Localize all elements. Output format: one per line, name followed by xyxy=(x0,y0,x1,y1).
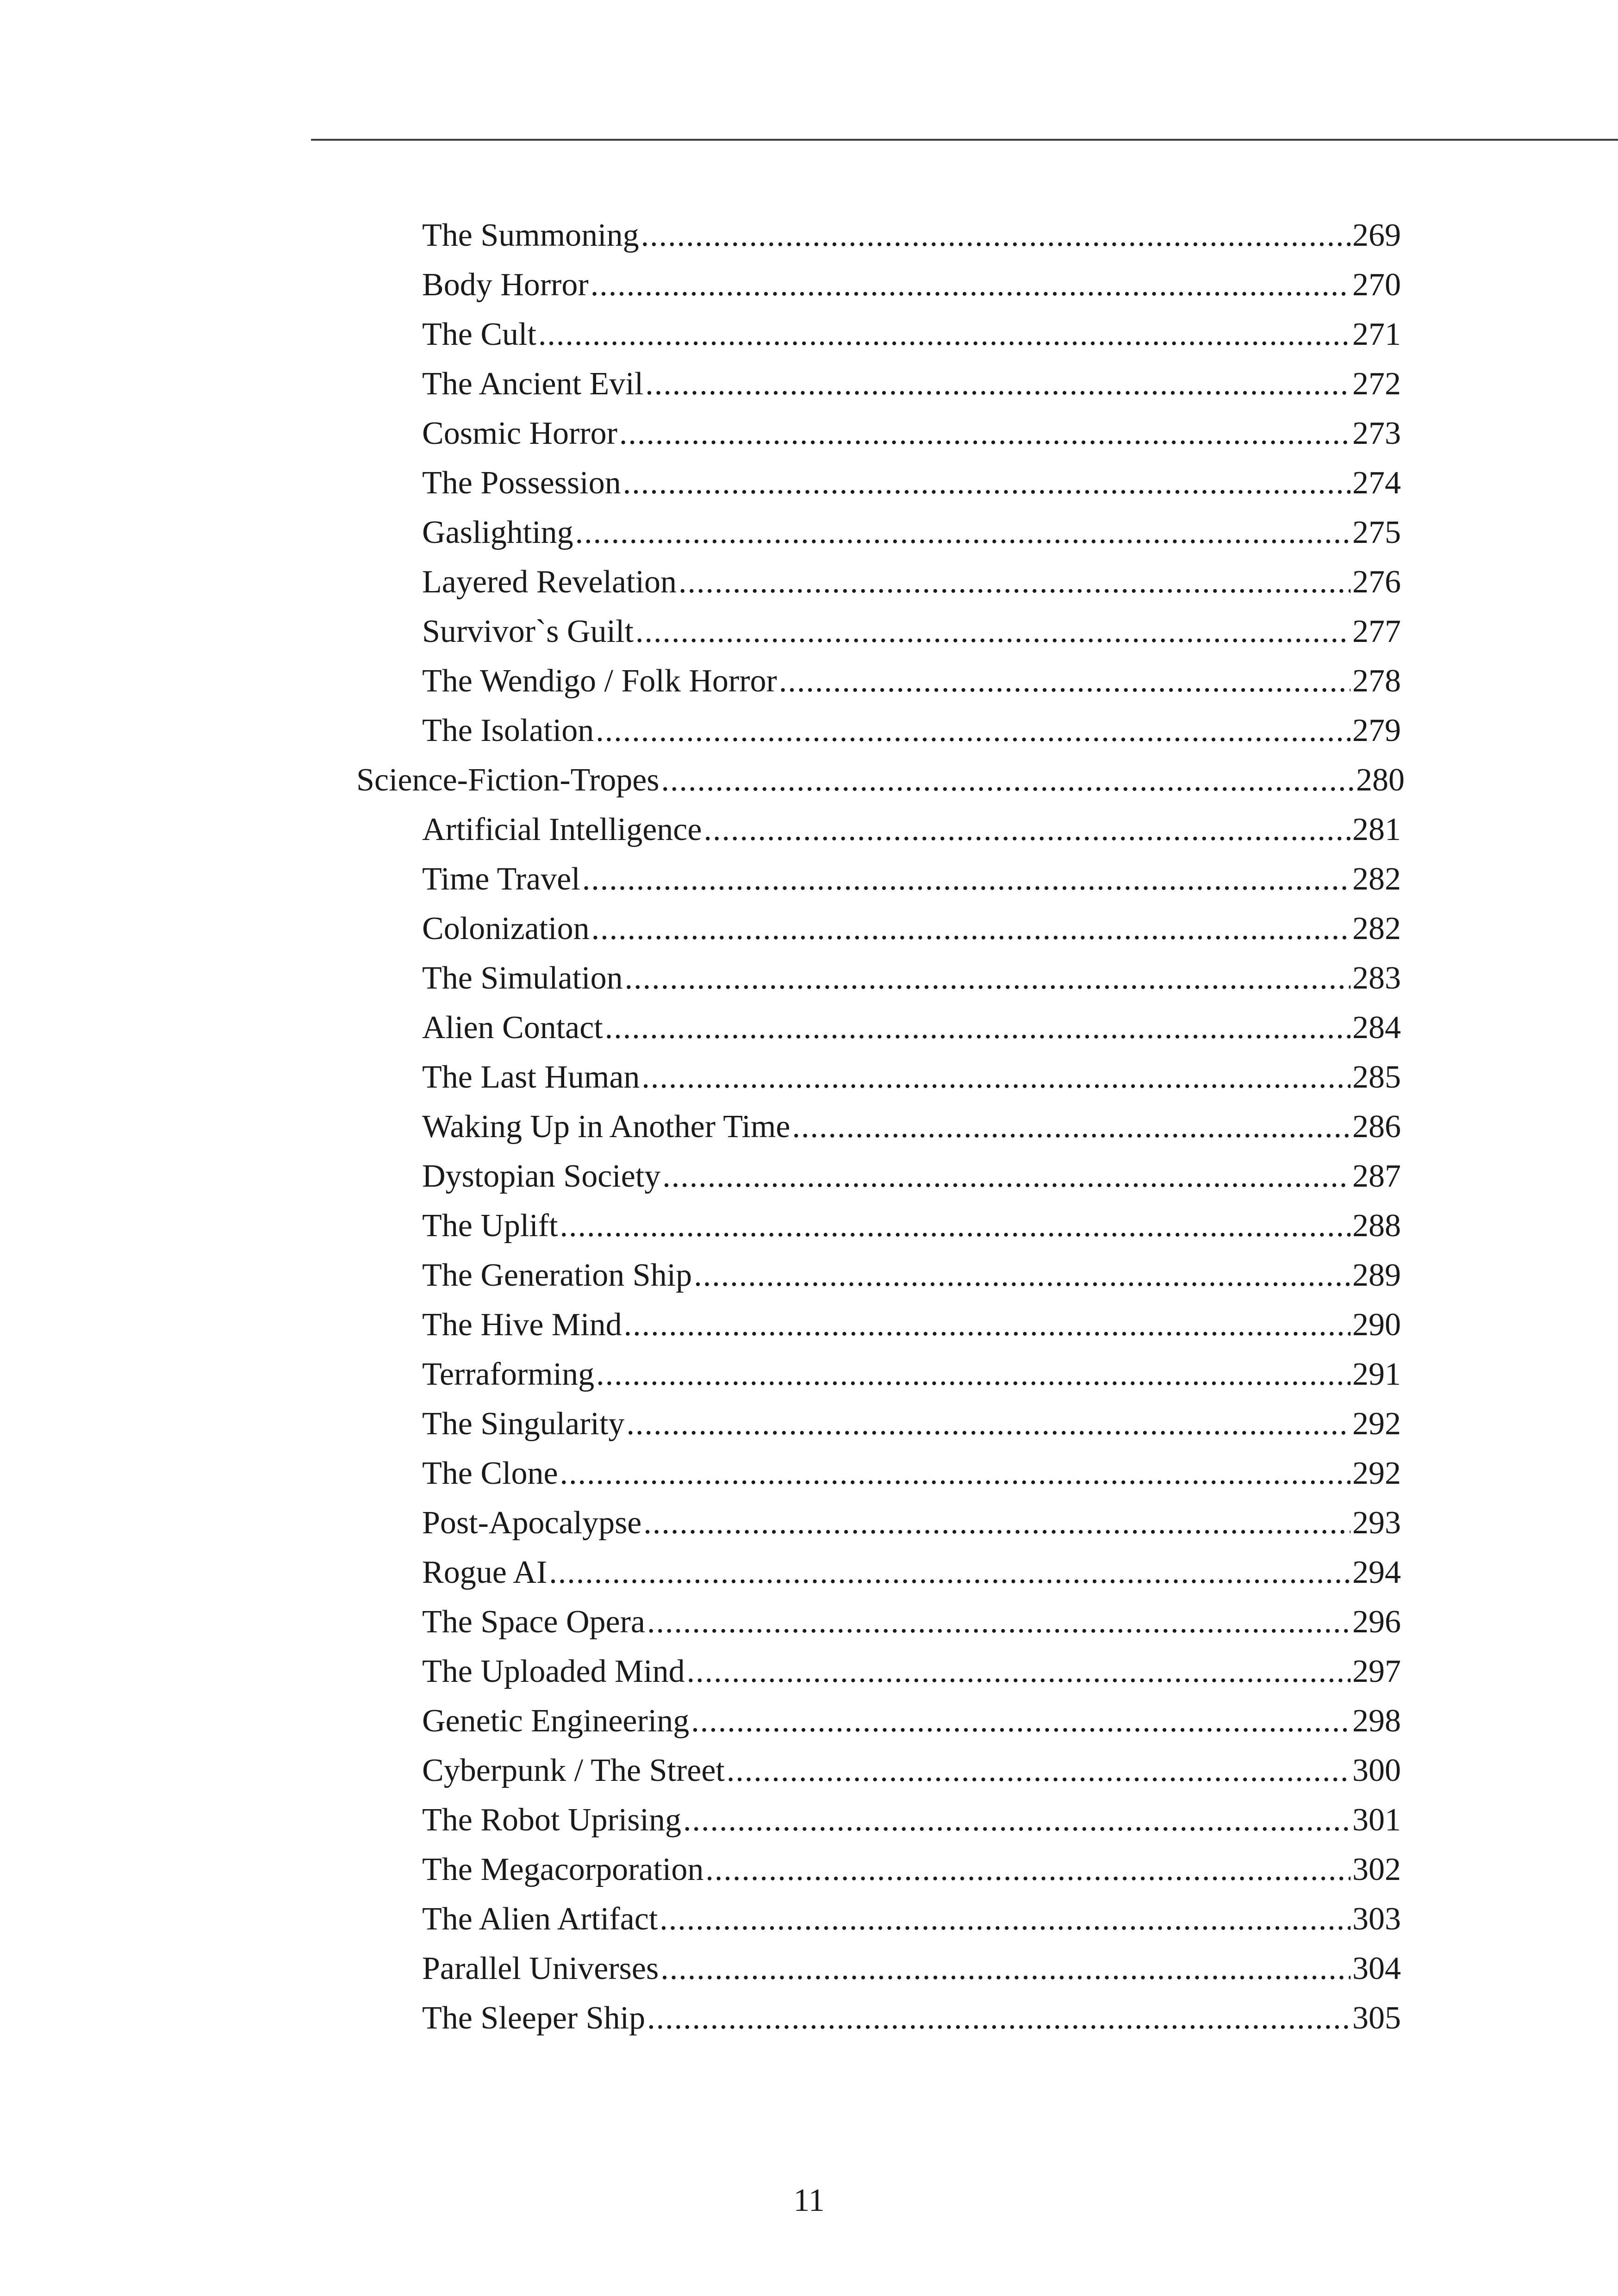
toc-entry-title: The Simulation xyxy=(422,960,623,996)
toc-entry[interactable] xyxy=(422,904,1401,953)
toc-entry-page: 289 xyxy=(1352,1257,1401,1293)
toc-entry-title: The Wendigo / Folk Horror xyxy=(422,663,777,699)
toc-entry-page: 301 xyxy=(1352,1802,1401,1838)
toc-entry-title: The Cult xyxy=(422,317,536,352)
toc-entry-page: 285 xyxy=(1352,1059,1401,1095)
toc-entry-page: 282 xyxy=(1352,911,1401,946)
toc-entry-title: The Robot Uprising xyxy=(422,1802,681,1838)
toc-dot-leader xyxy=(549,1548,1350,1597)
toc-entry-title: Waking Up in Another Time xyxy=(422,1109,790,1145)
toc-entry-page: 278 xyxy=(1352,663,1401,699)
toc-entry-title: Science-Fiction-Tropes xyxy=(356,762,660,798)
toc-dot-leader xyxy=(538,310,1350,359)
toc-entry[interactable] xyxy=(422,1498,1401,1548)
toc-entry-title: Artificial Intelligence xyxy=(422,812,702,847)
toc-entry-page: 305 xyxy=(1352,2000,1401,2036)
toc-dot-leader xyxy=(641,1052,1350,1102)
page-number: 11 xyxy=(793,2183,825,2218)
toc-dot-leader xyxy=(641,211,1350,260)
toc-dot-leader xyxy=(727,1746,1350,1795)
toc-dot-leader xyxy=(582,854,1350,904)
toc-entry-title: Rogue AI xyxy=(422,1555,548,1590)
toc-dot-leader xyxy=(662,1151,1350,1201)
toc-dot-leader xyxy=(779,656,1350,706)
toc-entry-page: 282 xyxy=(1352,861,1401,897)
toc-dot-leader xyxy=(624,1300,1350,1350)
toc-entry[interactable] xyxy=(422,1944,1401,1993)
toc-entry[interactable] xyxy=(422,1251,1401,1300)
toc-dot-leader xyxy=(647,1993,1350,2043)
toc-entry-title: The Possession xyxy=(422,465,621,501)
toc-entry[interactable] xyxy=(422,1102,1401,1151)
toc-entry[interactable] xyxy=(422,359,1401,409)
toc-dot-leader xyxy=(678,557,1350,607)
toc-dot-leader xyxy=(687,1647,1350,1696)
toc-entry[interactable] xyxy=(422,706,1401,755)
toc-dot-leader xyxy=(683,1795,1350,1845)
toc-dot-leader xyxy=(626,1399,1350,1449)
toc-dot-leader xyxy=(623,458,1350,508)
toc-dot-leader xyxy=(596,706,1350,755)
toc-entry-page: 283 xyxy=(1352,960,1401,996)
toc-entry-page: 286 xyxy=(1352,1109,1401,1145)
toc-entry-page: 294 xyxy=(1352,1555,1401,1590)
toc-entry[interactable] xyxy=(422,1795,1401,1845)
toc-entry-page: 281 xyxy=(1352,812,1401,847)
toc-entry[interactable] xyxy=(422,508,1401,557)
toc-entry[interactable] xyxy=(422,1350,1401,1399)
toc-entry-title: Gaslighting xyxy=(422,515,573,550)
toc-entry[interactable] xyxy=(422,1548,1401,1597)
toc-entry-page: 287 xyxy=(1352,1158,1401,1194)
toc-entry-page: 300 xyxy=(1352,1753,1401,1788)
toc-entry-title: The Megacorporation xyxy=(422,1852,704,1887)
toc-entry-page: 296 xyxy=(1352,1604,1401,1640)
toc-entry-page: 269 xyxy=(1352,218,1401,253)
toc-dot-leader xyxy=(591,260,1350,310)
toc-entry-title: Colonization xyxy=(422,911,590,946)
toc-entry-title: Post-Apocalypse xyxy=(422,1505,642,1541)
toc-entry-page: 275 xyxy=(1352,515,1401,550)
toc-entry[interactable] xyxy=(422,409,1401,458)
toc-entry-title: Body Horror xyxy=(422,267,589,303)
toc-dot-leader xyxy=(575,508,1350,557)
toc-dot-leader xyxy=(660,1944,1350,1993)
toc-entry[interactable] xyxy=(422,211,1401,260)
toc-entry-page: 303 xyxy=(1352,1901,1401,1937)
toc-entry[interactable] xyxy=(422,1696,1401,1746)
toc-entry[interactable] xyxy=(422,1201,1401,1251)
toc-entry-page: 277 xyxy=(1352,614,1401,649)
toc-entry[interactable] xyxy=(422,310,1401,359)
toc-entry[interactable] xyxy=(422,260,1401,310)
toc-entry[interactable] xyxy=(422,1894,1401,1944)
toc-entry[interactable] xyxy=(422,557,1401,607)
toc-dot-leader xyxy=(661,755,1354,805)
toc-entry-title: The Singularity xyxy=(422,1406,625,1442)
toc-entry-title: Survivor`s Guilt xyxy=(422,614,634,649)
toc-dot-leader xyxy=(705,1845,1350,1894)
toc-entry-title: Time Travel xyxy=(422,861,580,897)
toc-entry-page: 298 xyxy=(1352,1703,1401,1739)
toc-entry-title: The Generation Ship xyxy=(422,1257,692,1293)
toc-entry-title: The Last Human xyxy=(422,1059,640,1095)
toc-entry-page: 273 xyxy=(1352,416,1401,451)
toc-dot-leader xyxy=(691,1696,1350,1746)
toc-dot-leader xyxy=(645,359,1350,409)
toc-entry-title: The Uplift xyxy=(422,1208,558,1244)
toc-entry-title: Parallel Universes xyxy=(422,1951,659,1986)
toc-entry-page: 274 xyxy=(1352,465,1401,501)
toc-entry-title: The Isolation xyxy=(422,713,594,748)
toc-entry-page: 292 xyxy=(1352,1406,1401,1442)
toc-dot-leader xyxy=(694,1251,1350,1300)
toc-entry-title: The Uploaded Mind xyxy=(422,1654,685,1689)
toc-entry[interactable] xyxy=(422,1449,1401,1498)
toc-entry-title: Genetic Engineering xyxy=(422,1703,690,1739)
toc-entry-page: 272 xyxy=(1352,366,1401,402)
toc-entry-page: 292 xyxy=(1352,1456,1401,1491)
toc-entry-title: The Summoning xyxy=(422,218,639,253)
toc-entry[interactable] xyxy=(422,1647,1401,1696)
toc-entry-page: 280 xyxy=(1356,762,1405,798)
toc-entry-title: The Alien Artifact xyxy=(422,1901,658,1937)
toc-entry-title: The Ancient Evil xyxy=(422,366,644,402)
toc-entry[interactable] xyxy=(422,953,1401,1003)
toc-entry[interactable] xyxy=(422,656,1401,706)
toc-entry[interactable] xyxy=(422,458,1401,508)
toc-entry-page: 279 xyxy=(1352,713,1401,748)
toc-dot-leader xyxy=(703,805,1350,854)
header-rule xyxy=(311,139,1618,141)
toc-entry-page: 271 xyxy=(1352,317,1401,352)
toc-entry[interactable] xyxy=(422,607,1401,656)
toc-entry[interactable] xyxy=(422,1052,1401,1102)
toc-entry-title: Terraforming xyxy=(422,1356,595,1392)
toc-entry-title: The Clone xyxy=(422,1456,558,1491)
toc-entry[interactable] xyxy=(422,854,1401,904)
toc-dot-leader xyxy=(596,1350,1350,1399)
toc-entry[interactable] xyxy=(422,1845,1401,1894)
toc-entry-title: Dystopian Society xyxy=(422,1158,661,1194)
toc-entry-page: 270 xyxy=(1352,267,1401,303)
toc-entry-page: 284 xyxy=(1352,1010,1401,1045)
toc-entry-page: 291 xyxy=(1352,1356,1401,1392)
toc-entry-title: Layered Revelation xyxy=(422,564,677,600)
toc-dot-leader xyxy=(643,1498,1350,1548)
toc-entry-page: 297 xyxy=(1352,1654,1401,1689)
toc-dot-leader xyxy=(792,1102,1351,1151)
toc-entry-page: 276 xyxy=(1352,564,1401,600)
toc-entry-title: The Sleeper Ship xyxy=(422,2000,646,2036)
toc-section-entry[interactable] xyxy=(356,755,1405,805)
toc-entry-title: The Hive Mind xyxy=(422,1307,622,1343)
toc-entry-page: 293 xyxy=(1352,1505,1401,1541)
toc-entry-title: Alien Contact xyxy=(422,1010,603,1045)
toc-entry[interactable] xyxy=(422,1993,1401,2043)
toc-entry[interactable] xyxy=(422,805,1401,854)
toc-entry-page: 304 xyxy=(1352,1951,1401,1986)
toc-entry[interactable] xyxy=(422,1003,1401,1052)
toc-entry[interactable] xyxy=(422,1151,1401,1201)
toc-dot-leader xyxy=(635,607,1350,656)
toc-dot-leader xyxy=(625,953,1350,1003)
toc-dot-leader xyxy=(619,409,1350,458)
toc-entry-page: 288 xyxy=(1352,1208,1401,1244)
toc-entry[interactable] xyxy=(422,1399,1401,1449)
toc-dot-leader xyxy=(560,1449,1350,1498)
toc-dot-leader xyxy=(647,1597,1350,1647)
toc-entry-title: The Space Opera xyxy=(422,1604,645,1640)
toc-entry[interactable] xyxy=(422,1746,1401,1795)
toc-entry-title: Cosmic Horror xyxy=(422,416,617,451)
toc-entry[interactable] xyxy=(422,1300,1401,1350)
toc-entry-page: 290 xyxy=(1352,1307,1401,1343)
toc-entry-page: 302 xyxy=(1352,1852,1401,1887)
toc-entry-title: Cyberpunk / The Street xyxy=(422,1753,725,1788)
toc-dot-leader xyxy=(605,1003,1350,1052)
toc-entry[interactable] xyxy=(422,1597,1401,1647)
toc-dot-leader xyxy=(660,1894,1350,1944)
toc-dot-leader xyxy=(560,1201,1350,1251)
toc-dot-leader xyxy=(591,904,1350,953)
